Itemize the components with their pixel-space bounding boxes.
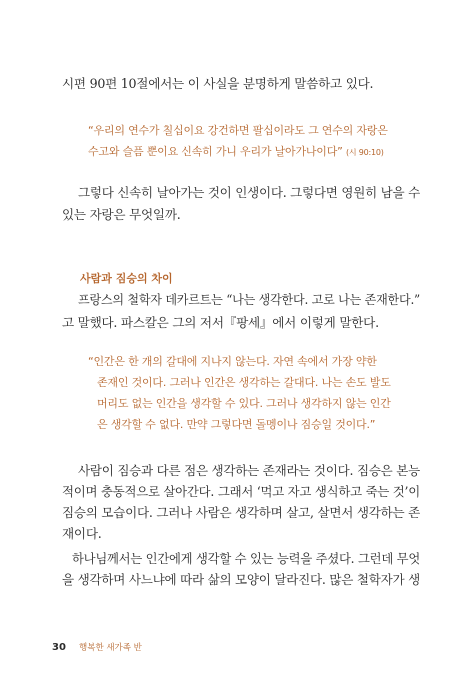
paragraph-3-line-4: 재이다. <box>62 526 102 541</box>
running-book-title: 행복한 새가족 반 <box>79 643 142 653</box>
paragraph-1-line-2: 있는 자랑은 무엇일까. <box>62 207 181 222</box>
paragraph-2-line-2: 고 말했다. 파스칼은 그의 저서『팡세』에서 이렇게 말한다. <box>62 315 379 330</box>
page-footer <box>52 635 142 654</box>
paragraph-3-line-1: 사람이 짐승과 다른 점은 생각하는 존재라는 것이다. 짐승은 본능 <box>78 463 421 478</box>
quote-psalm-line-1: “우리의 연수가 칠십이요 강건하면 팔십이라도 그 연수의 자랑은 <box>88 124 388 137</box>
paragraph-4-line-2: 을 생각하며 사느냐에 따라 삶의 모양이 달라진다. 많은 철학자가 생 <box>62 572 421 587</box>
quote-psalm-line-2 <box>88 146 384 157</box>
quote-psalm-text: 수고와 슬픔 뿐이요 신속히 가니 우리가 날아가나이다” <box>88 145 343 158</box>
paragraph-4-line-1: 하나님께서는 인간에게 생각할 수 있는 능력을 주셨다. 그런데 무엇 <box>72 551 420 566</box>
quote-psalm-reference: (시 90:10) <box>345 148 384 157</box>
intro-text: 시편 90편 10절에서는 이 사실을 분명하게 말씀하고 있다. <box>62 76 374 91</box>
paragraph-3-line-2: 적이며 충동적으로 살아간다. 그래서 ‘먹고 자고 생식하고 죽는 것’이 <box>62 484 421 499</box>
paragraph-1-line-1: 그렇다 신속히 날아가는 것이 인생이다. 그렇다면 영원히 남을 수 <box>78 185 421 200</box>
page-number: 30 <box>52 642 66 653</box>
section-heading: 사람과 짐승의 차이 <box>80 272 173 285</box>
quote-pascal-line-4: 은 생각할 수 없다. 만약 그렇다면 돌멩이나 짐승일 것이다.” <box>97 418 376 431</box>
paragraph-2-line-1: 프랑스의 철학자 데카르트는 “나는 생각한다. 고로 나는 존재한다.” <box>78 292 421 307</box>
quote-pascal-line-3: 머리도 없는 인간을 생각할 수 있다. 그러나 생각하지 않는 인간 <box>97 397 391 410</box>
paragraph-3-line-3: 짐승의 모습이다. 그러나 사람은 생각하며 살고, 살면서 생각하는 존 <box>62 505 421 520</box>
quote-pascal-line-2: 존재인 것이다. 그러나 인간은 생각하는 갈대다. 나는 손도 발도 <box>97 376 391 389</box>
quote-pascal-line-1: “인간은 한 개의 갈대에 지나지 않는다. 자연 속에서 가장 약한 <box>88 355 377 368</box>
